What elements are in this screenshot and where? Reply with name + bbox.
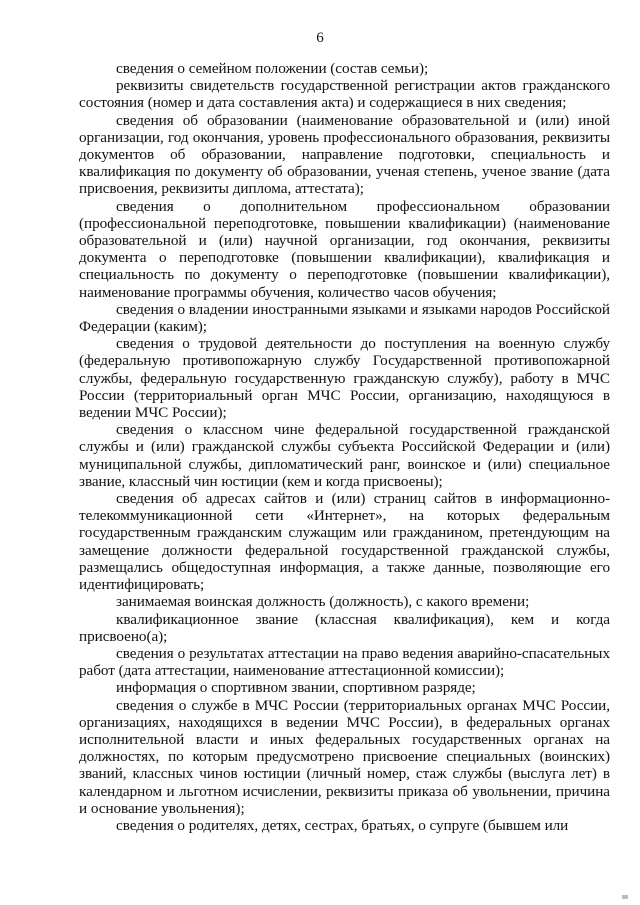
paragraph-additional-education: сведения о дополнительном профессиональном образовании (профессиональной переподготовке, повышении квалификации) (наименование образовательной и (или) научной организации, год окончания, реквизиты документа о переподготовке (повышении квалификации), квалификация и специальность по документу о переподготовке (повышении квалификации), наименование программы обучения, количество часов обучения; xyxy=(79,197,610,301)
paragraph-languages: сведения о владении иностранными языками и языками народов Российской Федерации (каким); xyxy=(79,300,610,336)
paragraph-service: сведения о службе в МЧС России (территориальных органах МЧС России, организациях, находящихся в ведении МЧС России), в федеральных органах исполнительной власти и иных федеральных государственных органах на должностях, по которым предусмотрено присвоение специальных (воинских) званий, классных чинов юстиции (личный номер, стаж службы (выслуга лет) в календарном и льготном исчислении, реквизиты приказа об увольнении, причина и основание увольнения); xyxy=(79,696,610,817)
paragraph-work-history: сведения о трудовой деятельности до поступления на военную службу (федеральную противопожарную службу Государственной противопожарной службы, федеральную государственную гражданскую службу), работу в МЧС России (территориальный орган МЧС России, организацию, находящуюся в ведении МЧС России); xyxy=(79,335,610,422)
document-body xyxy=(79,60,610,834)
paragraph-education: сведения об образовании (наименование образовательной и (или) иной организации, год окончания, уровень профессионального образования, реквизиты документов об образовании, направление подготовки, специальность и квалификация по документу об образовании, ученая степень, ученое звание (дата присвоения, реквизиты диплома, аттестата); xyxy=(79,111,610,198)
paragraph-class-rank: сведения о классном чине федеральной государственной гражданской службы и (или) гражданской службы субъекта Российской Федерации и (или) муниципальной службы, дипломатический ранг, воинское и (или) специальное звание, классный чин юстиции (кем и когда присвоены); xyxy=(79,421,610,490)
paragraph-sports: информация о спортивном звании, спортивном разряде; xyxy=(116,679,476,697)
paragraph-internet-sites: сведения об адресах сайтов и (или) страниц сайтов в информационно-телекоммуникационной сети «Интернет», на которых федеральным государственным гражданским служащим или гражданином, претендующим на замещение должности федеральной государственной гражданской службы, размещались общедоступная информация, а также данные, позволяющие его идентифицировать; xyxy=(79,490,610,594)
paragraph-civil-registration: реквизиты свидетельств государственной регистрации актов гражданского состояния (номер и дата составления акта) и содержащиеся в них сведения; xyxy=(79,77,610,112)
paragraph-family-status: сведения о семейном положении (состав семьи); xyxy=(116,60,429,77)
page-number: 6 xyxy=(316,30,324,46)
paragraph-relatives: сведения о родителях, детях, сестрах, братьях, о супруге (бывшем или xyxy=(116,816,569,834)
paragraph-qualification: квалификационное звание (классная квалификация), кем и когда присвоено(а); xyxy=(79,610,610,645)
scan-mark xyxy=(622,895,628,899)
paragraph-attestation: сведения о результатах аттестации на право ведения аварийно-спасательных работ (дата аттестации, наименование аттестационной комиссии); xyxy=(79,644,610,680)
paragraph-position: занимаемая воинская должность (должность), с какого времени; xyxy=(116,593,530,611)
